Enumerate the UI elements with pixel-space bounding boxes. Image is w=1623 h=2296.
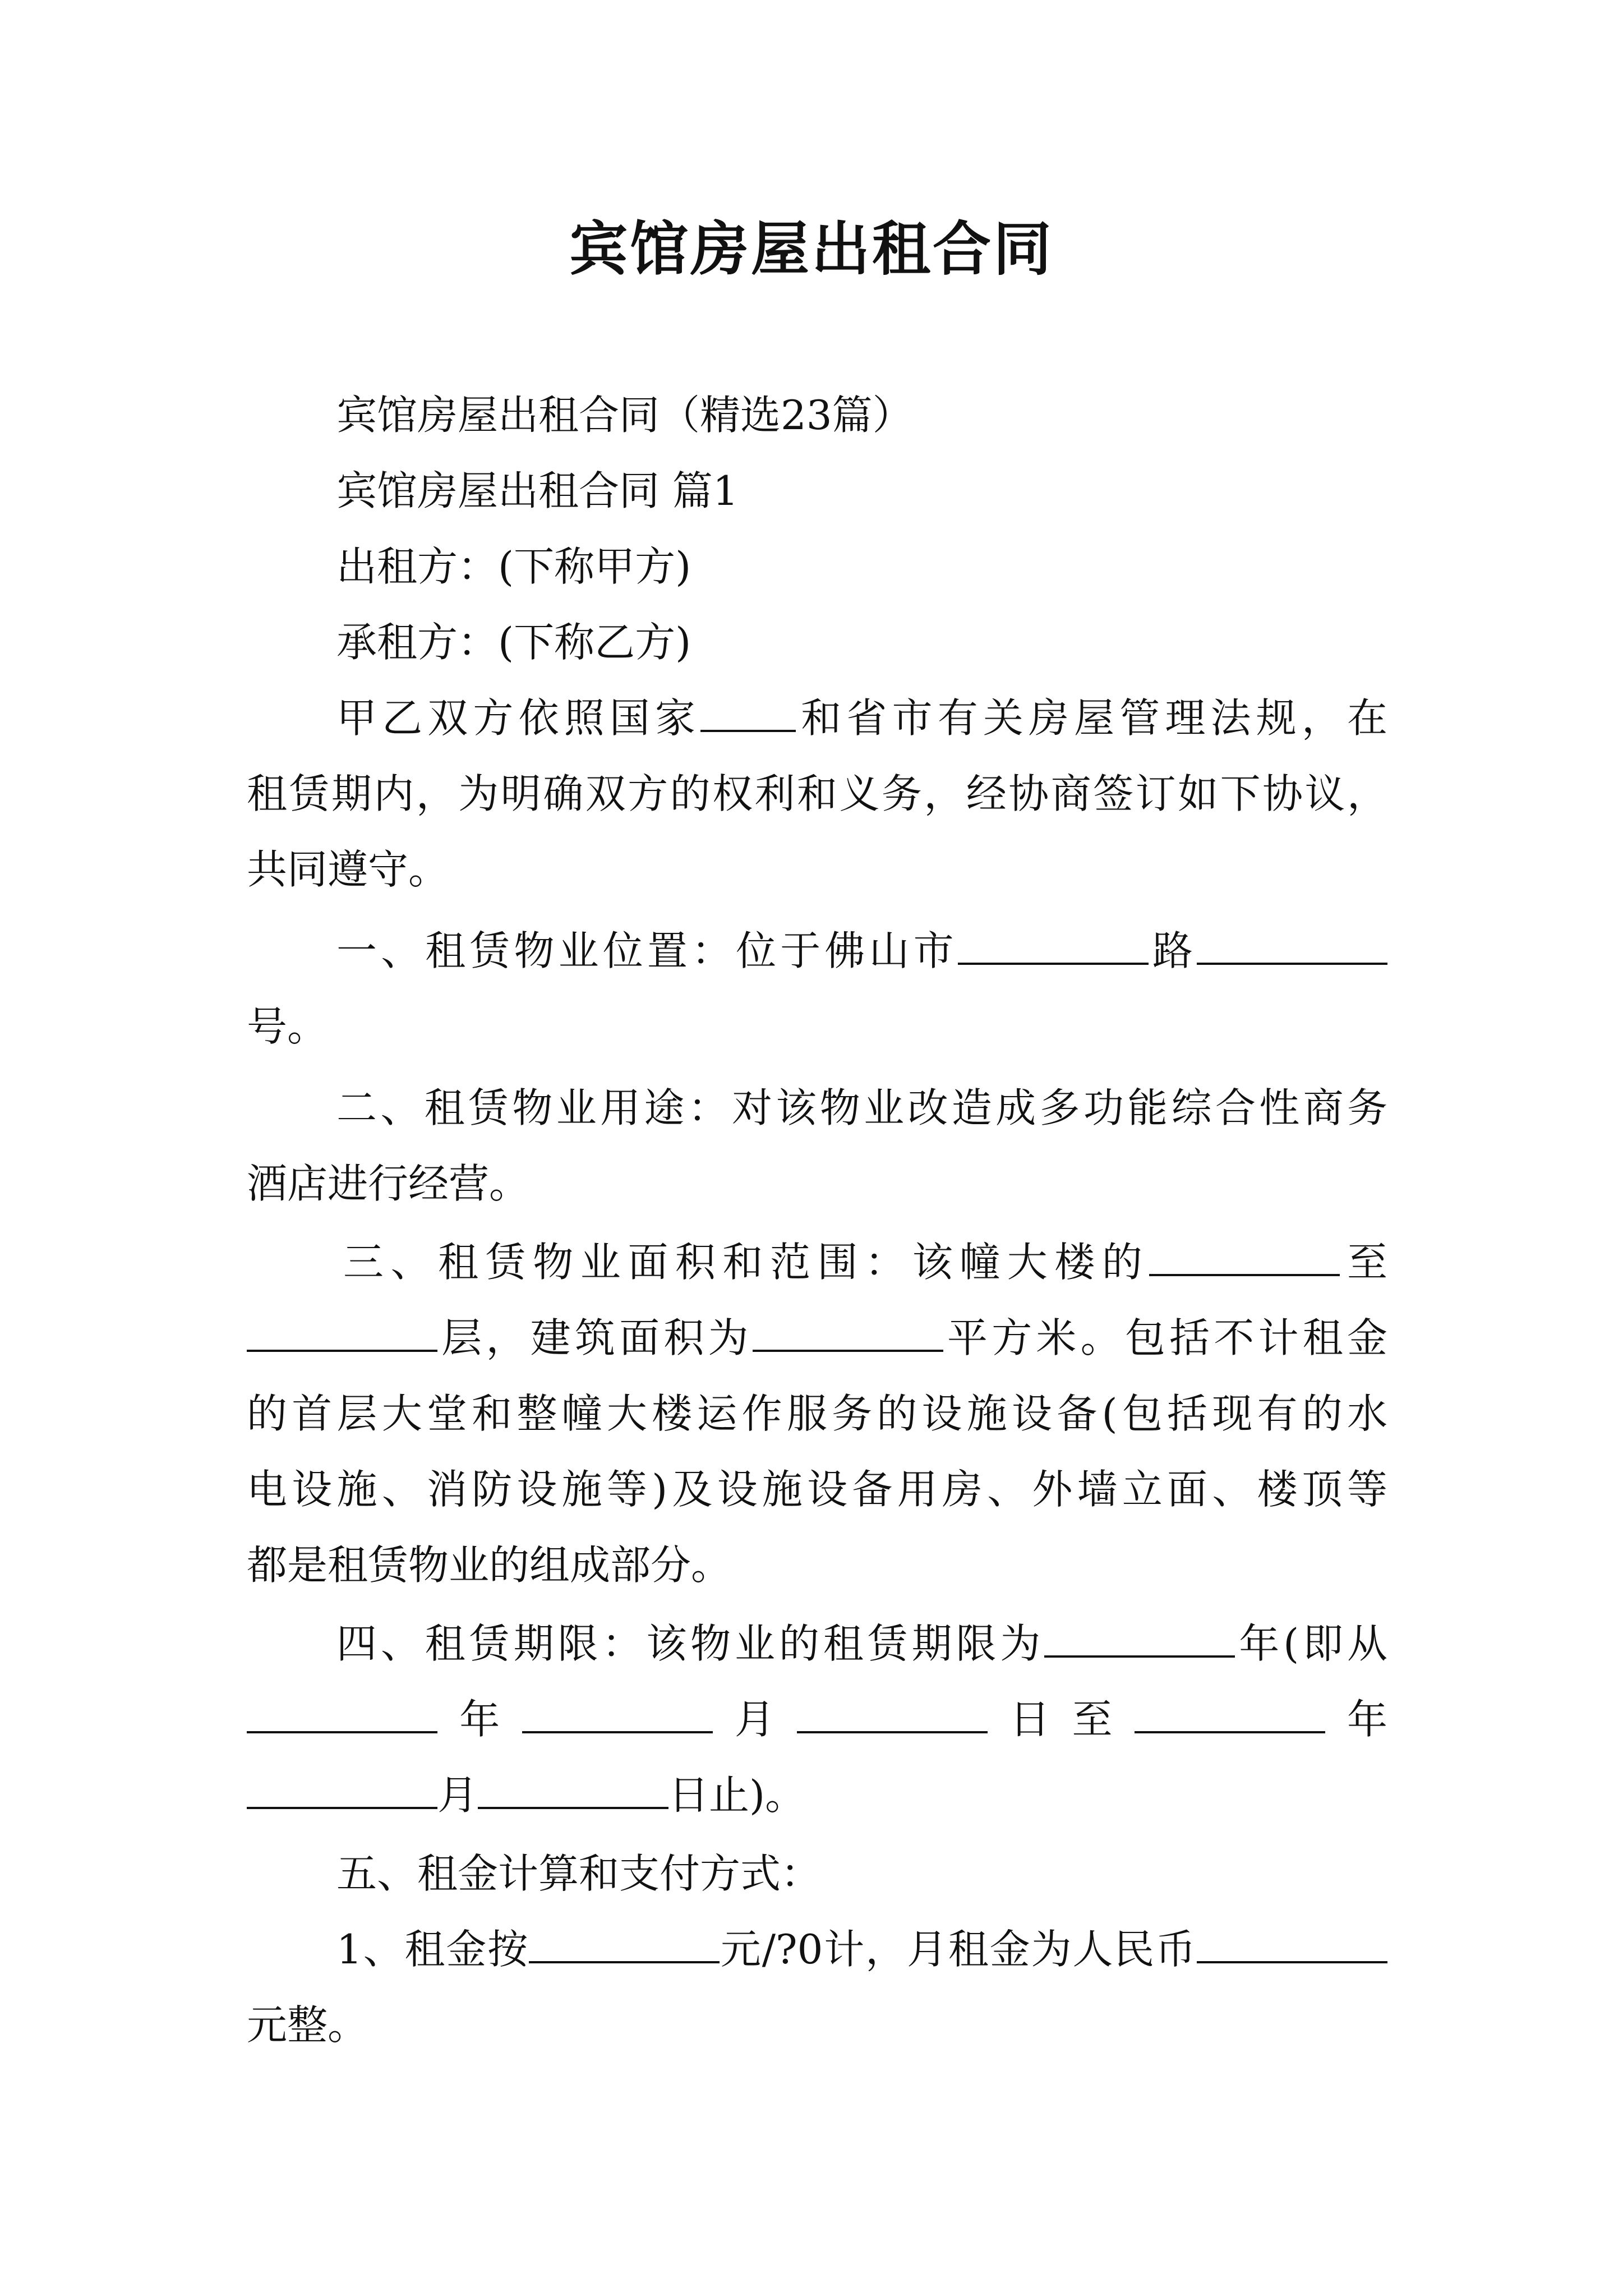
- paragraph-line: [247, 1767, 1387, 1823]
- paragraph-line: 酒店进行经营。: [247, 1160, 530, 1207]
- page-title: 宾馆房屋出租合同: [569, 214, 1054, 283]
- paragraph-line: 元整。: [247, 2001, 368, 2049]
- text-fragment: 层，建筑面积为: [437, 1314, 753, 1361]
- text-fragment: 三、租赁物业面积和范围：该幢大楼的: [343, 1239, 1150, 1286]
- fill-in-blank: [478, 1768, 668, 1809]
- fill-in-blank: [1135, 1692, 1325, 1733]
- fill-in-blank: [1149, 1235, 1340, 1276]
- fill-in-blank: [529, 1922, 720, 1963]
- text-fragment: 月: [437, 1772, 478, 1819]
- clause-payment-heading: 五、租金计算和支付方式：: [336, 1850, 822, 1897]
- text-fragment: 年: [437, 1696, 522, 1743]
- clause-term: [336, 1616, 1387, 1672]
- fill-in-blank: [247, 1692, 437, 1733]
- section-heading: 宾馆房屋出租合同 篇1: [336, 467, 739, 514]
- fill-in-blank: [700, 691, 796, 732]
- text-fragment: 四、租赁期限：该物业的租赁期限为: [336, 1620, 1045, 1667]
- text-fragment: 甲乙双方依照国家: [336, 694, 701, 742]
- text-fragment: 月: [712, 1696, 797, 1743]
- paragraph-line: [247, 1691, 1387, 1747]
- fill-in-blank: [1044, 1616, 1235, 1658]
- paragraph-line: 都是租赁物业的组成部分。: [247, 1542, 732, 1589]
- paragraph-line: [336, 690, 1387, 746]
- fill-in-blank: [797, 1692, 988, 1733]
- fill-in-blank: [247, 1768, 437, 1809]
- fill-in-blank: [1197, 923, 1387, 965]
- paragraph-line: 的首层大堂和整幢大楼运作服务的设施设备(包括现有的水: [247, 1390, 1387, 1437]
- text-fragment: 平方米。包括不计租金: [943, 1314, 1387, 1361]
- text-fragment: 路: [1148, 927, 1197, 974]
- paragraph-line: 租赁期内，为明确双方的权利和义务，经协商签订如下协议，: [247, 770, 1387, 817]
- clause-usage: 二、租赁物业用途：对该物业改造成多功能综合性商务: [336, 1084, 1387, 1131]
- fill-in-blank: [958, 923, 1149, 965]
- text-fragment: 年(即从: [1235, 1620, 1387, 1667]
- paragraph-line: 电设施、消防设施等)及设施设备用房、外墙立面、楼顶等: [247, 1466, 1387, 1513]
- text-fragment: 一、租赁物业位置：位于佛山市: [336, 927, 958, 974]
- fill-in-blank: [753, 1310, 943, 1352]
- document-subtitle: 宾馆房屋出租合同（精选23篇）: [336, 392, 913, 439]
- paragraph-line: 共同遵守。: [247, 846, 449, 893]
- fill-in-blank: [247, 1310, 437, 1352]
- clause-payment-item: [336, 1921, 1387, 1977]
- fill-in-blank: [1197, 1922, 1387, 1963]
- text-fragment: 元/?0计，月租金为人民币: [720, 1926, 1197, 1973]
- text-fragment: 和省市有关房屋管理法规，在: [796, 694, 1387, 742]
- text-fragment: 日止)。: [668, 1772, 806, 1819]
- clause-area: [343, 1234, 1387, 1290]
- text-fragment: 1、租金按: [336, 1926, 529, 1973]
- lessor-line: 出租方：(下称甲方): [336, 543, 691, 590]
- fill-in-blank: [522, 1692, 713, 1733]
- text-fragment: 日至: [988, 1696, 1135, 1743]
- paragraph-line: 号。: [247, 1003, 328, 1050]
- lessee-line: 承租方：(下称乙方): [336, 619, 691, 666]
- paragraph-line: [247, 1310, 1387, 1366]
- clause-location: [336, 923, 1387, 979]
- text-fragment: 年: [1325, 1696, 1387, 1743]
- text-fragment: 至: [1340, 1239, 1387, 1286]
